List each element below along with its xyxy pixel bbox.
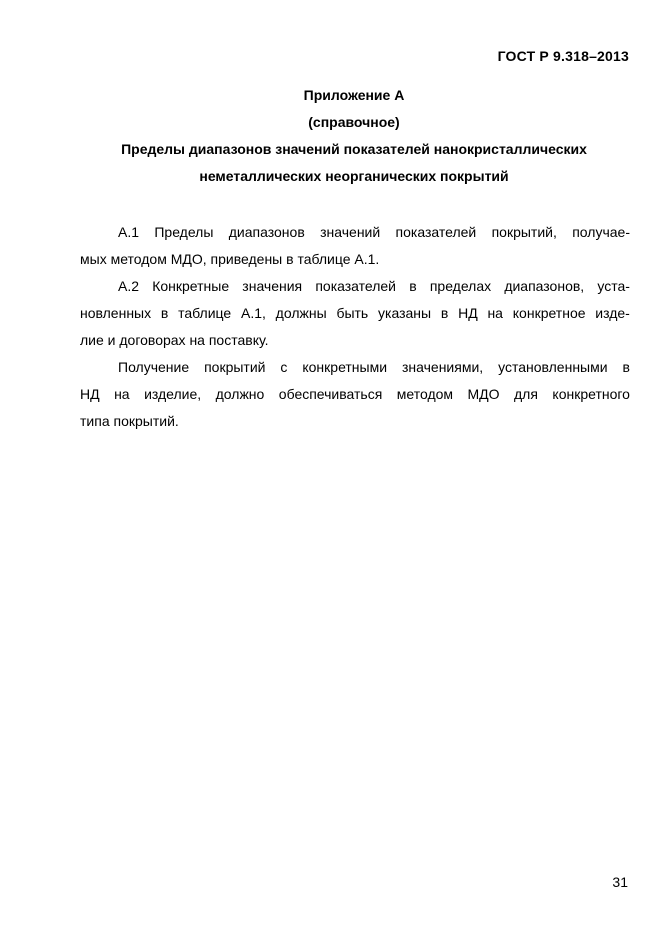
word: на [487, 305, 503, 321]
word: Конкретные [152, 278, 230, 294]
word: изде- [595, 305, 630, 321]
word: покрытий, [491, 224, 557, 240]
paragraph-a2-line-3: лие и договорах на поставку. [80, 332, 269, 348]
word: НД [80, 386, 100, 402]
word: МДО [467, 386, 500, 402]
word: получае- [572, 224, 630, 240]
word: показателей [395, 224, 477, 240]
word: А.1 [118, 224, 140, 240]
word: методом [396, 386, 454, 402]
word: уста- [597, 278, 630, 294]
word: пределах [429, 278, 492, 294]
word: указаны [378, 305, 432, 321]
word: таблице [178, 305, 232, 321]
appendix-title: Приложение А [303, 87, 405, 103]
word: диапазонов [228, 224, 305, 240]
word: должны [275, 305, 327, 321]
word: НД [458, 305, 478, 321]
paragraph-a2-line-2 [80, 305, 630, 321]
word: А.2 [118, 278, 140, 294]
paragraph-3-line-1 [118, 359, 630, 375]
word: диапазонов, [504, 278, 585, 294]
word: быть [336, 305, 369, 321]
paragraph-a1-line-2: мых методом МДО, приведены в таблице А.1. [80, 251, 380, 267]
word: обеспечиваться [278, 386, 383, 402]
word: конкретного [552, 386, 630, 402]
word: значений [320, 224, 381, 240]
paragraph-a1-line-1 [118, 224, 630, 240]
word: с [280, 359, 288, 375]
word: показателей [315, 278, 397, 294]
paragraph-3-line-3: типа покрытий. [80, 413, 179, 429]
standard-code: ГОСТ Р 9.318–2013 [497, 48, 629, 64]
word: в [160, 305, 169, 321]
word: изделие, [144, 386, 202, 402]
word: установленными [498, 359, 608, 375]
word: конкретными [302, 359, 388, 375]
appendix-heading-line-2: неметаллических неорганических покрытий [199, 168, 509, 184]
word: значения [242, 278, 303, 294]
word: на [114, 386, 130, 402]
word: новленных [80, 305, 152, 321]
word: значениями, [401, 359, 484, 375]
page-number: 31 [612, 874, 628, 890]
word: в [409, 278, 417, 294]
paragraph-3-line-2 [80, 386, 630, 402]
paragraph-a2-line-1 [118, 278, 630, 294]
word: Получение [118, 359, 190, 375]
appendix-status: (справочное) [308, 114, 400, 130]
word: в [440, 305, 449, 321]
word: А.1, [240, 305, 266, 321]
word: в [622, 359, 630, 375]
appendix-heading-line-1: Пределы диапазонов значений показателей нанокристаллических [121, 141, 587, 157]
word: Пределы [154, 224, 214, 240]
word: конкретное [512, 305, 586, 321]
word: для [514, 386, 538, 402]
word: должно [215, 386, 265, 402]
word: покрытий [204, 359, 266, 375]
